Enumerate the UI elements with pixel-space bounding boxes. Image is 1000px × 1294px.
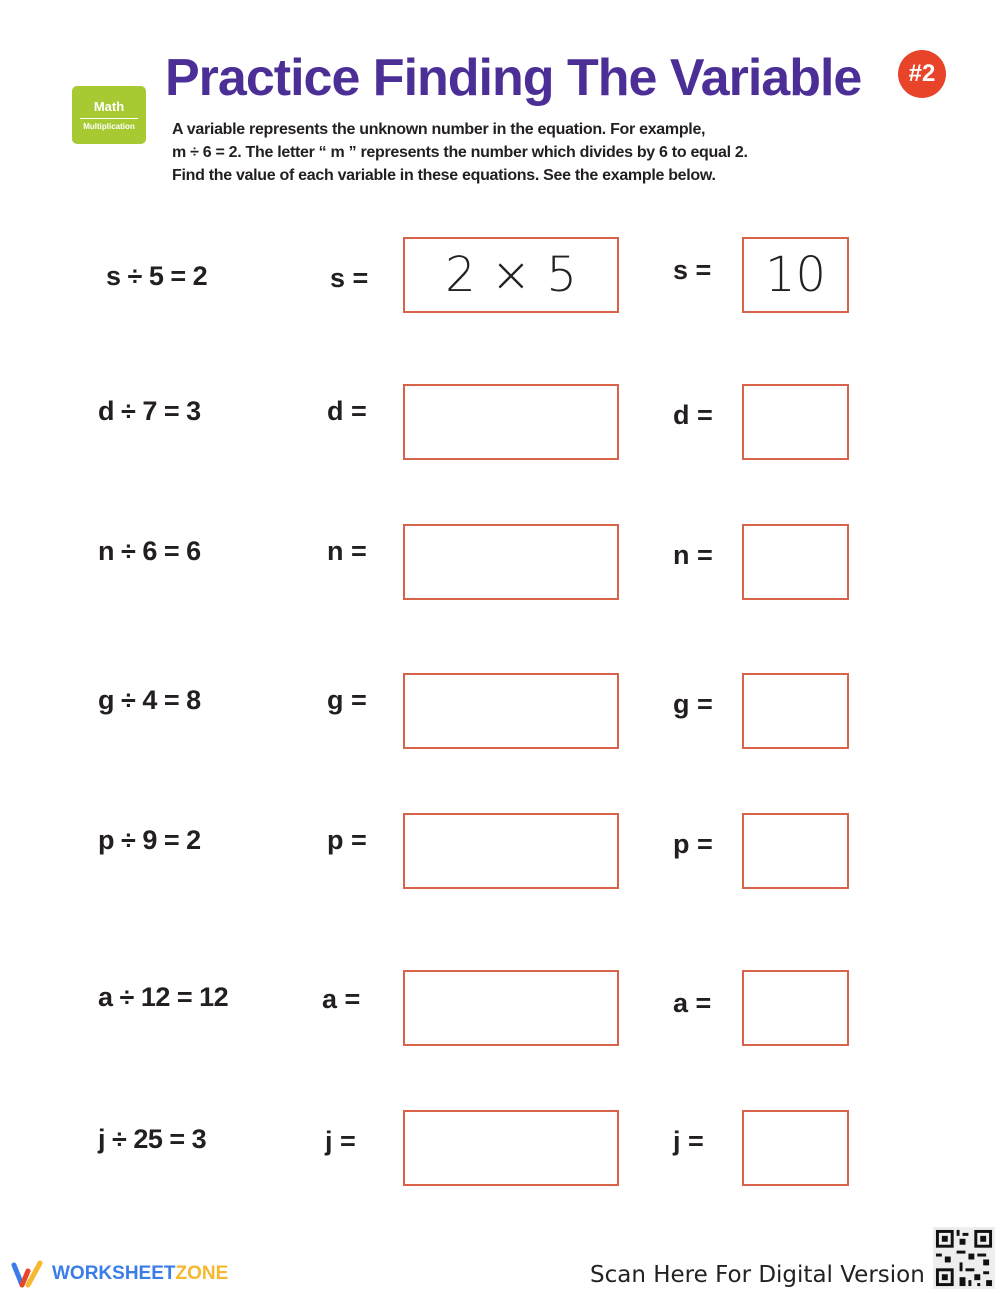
problem-row [0, 813, 1000, 893]
answer-box[interactable] [742, 1110, 849, 1186]
answer-box[interactable] [742, 673, 849, 749]
problem-row [0, 1110, 1000, 1190]
work-value: 2 × 5 [445, 247, 577, 303]
equation: a ÷ 12 = 12 [98, 982, 229, 1012]
scan-text: Scan Here For Digital Version [590, 1262, 925, 1288]
answer-box[interactable] [742, 237, 849, 313]
problem-row [0, 237, 1000, 317]
work-box[interactable] [403, 813, 619, 889]
answer-label: s = [673, 255, 712, 285]
answer-label: g = [673, 689, 713, 719]
problem-row [0, 384, 1000, 464]
answer-value: 10 [764, 247, 827, 303]
answer-label: d = [673, 400, 713, 430]
equation: n ÷ 6 = 6 [98, 536, 201, 566]
equation: p ÷ 9 = 2 [98, 825, 201, 855]
answer-label: n = [673, 540, 713, 570]
work-label: a = [322, 984, 361, 1014]
page-title: Practice Finding The Variable [165, 49, 862, 107]
answer-label: a = [673, 988, 712, 1018]
problem-row [0, 524, 1000, 604]
problem-row [0, 673, 1000, 753]
work-label: j = [325, 1126, 356, 1156]
work-box[interactable] [403, 237, 619, 313]
equation: s ÷ 5 = 2 [106, 261, 208, 291]
worksheet-zone-logo-icon [10, 1259, 46, 1289]
work-box[interactable] [403, 673, 619, 749]
answer-box[interactable] [742, 970, 849, 1046]
subject-label: Math [93, 99, 125, 114]
badge-divider [80, 118, 138, 119]
work-box[interactable] [403, 524, 619, 600]
worksheet-number-badge: #2 [898, 50, 946, 98]
answer-label: p = [673, 829, 713, 859]
brand-name-part2: ZONE [175, 1263, 229, 1284]
instruction-line: m ÷ 6 = 2. The letter “ m ” represents the number which divides by 6 to equal 2. [172, 144, 748, 161]
work-label: d = [327, 396, 367, 426]
brand-name-part1: WORKSHEET [52, 1263, 176, 1284]
answer-box[interactable] [742, 813, 849, 889]
answer-box[interactable] [742, 384, 849, 460]
equation: g ÷ 4 = 8 [98, 685, 201, 715]
work-label: n = [327, 536, 367, 566]
topic-label: Multiplication [83, 122, 135, 131]
work-box[interactable] [403, 970, 619, 1046]
qr-code-icon[interactable] [933, 1227, 995, 1289]
equation: j ÷ 25 = 3 [98, 1124, 207, 1154]
work-box[interactable] [403, 384, 619, 460]
brand-logo[interactable] [10, 1258, 228, 1290]
work-label: s = [330, 263, 369, 293]
work-label: g = [327, 685, 367, 715]
equation: d ÷ 7 = 3 [98, 396, 201, 426]
answer-box[interactable] [742, 524, 849, 600]
work-box[interactable] [403, 1110, 619, 1186]
instruction-line: A variable represents the unknown number in the equation. For example, [172, 121, 706, 138]
work-label: p = [327, 825, 367, 855]
subject-badge [72, 86, 146, 144]
instruction-line: Find the value of each variable in these equations. See the example below. [172, 167, 716, 184]
problem-row [0, 970, 1000, 1050]
answer-label: j = [673, 1126, 704, 1156]
instructions [172, 118, 748, 187]
